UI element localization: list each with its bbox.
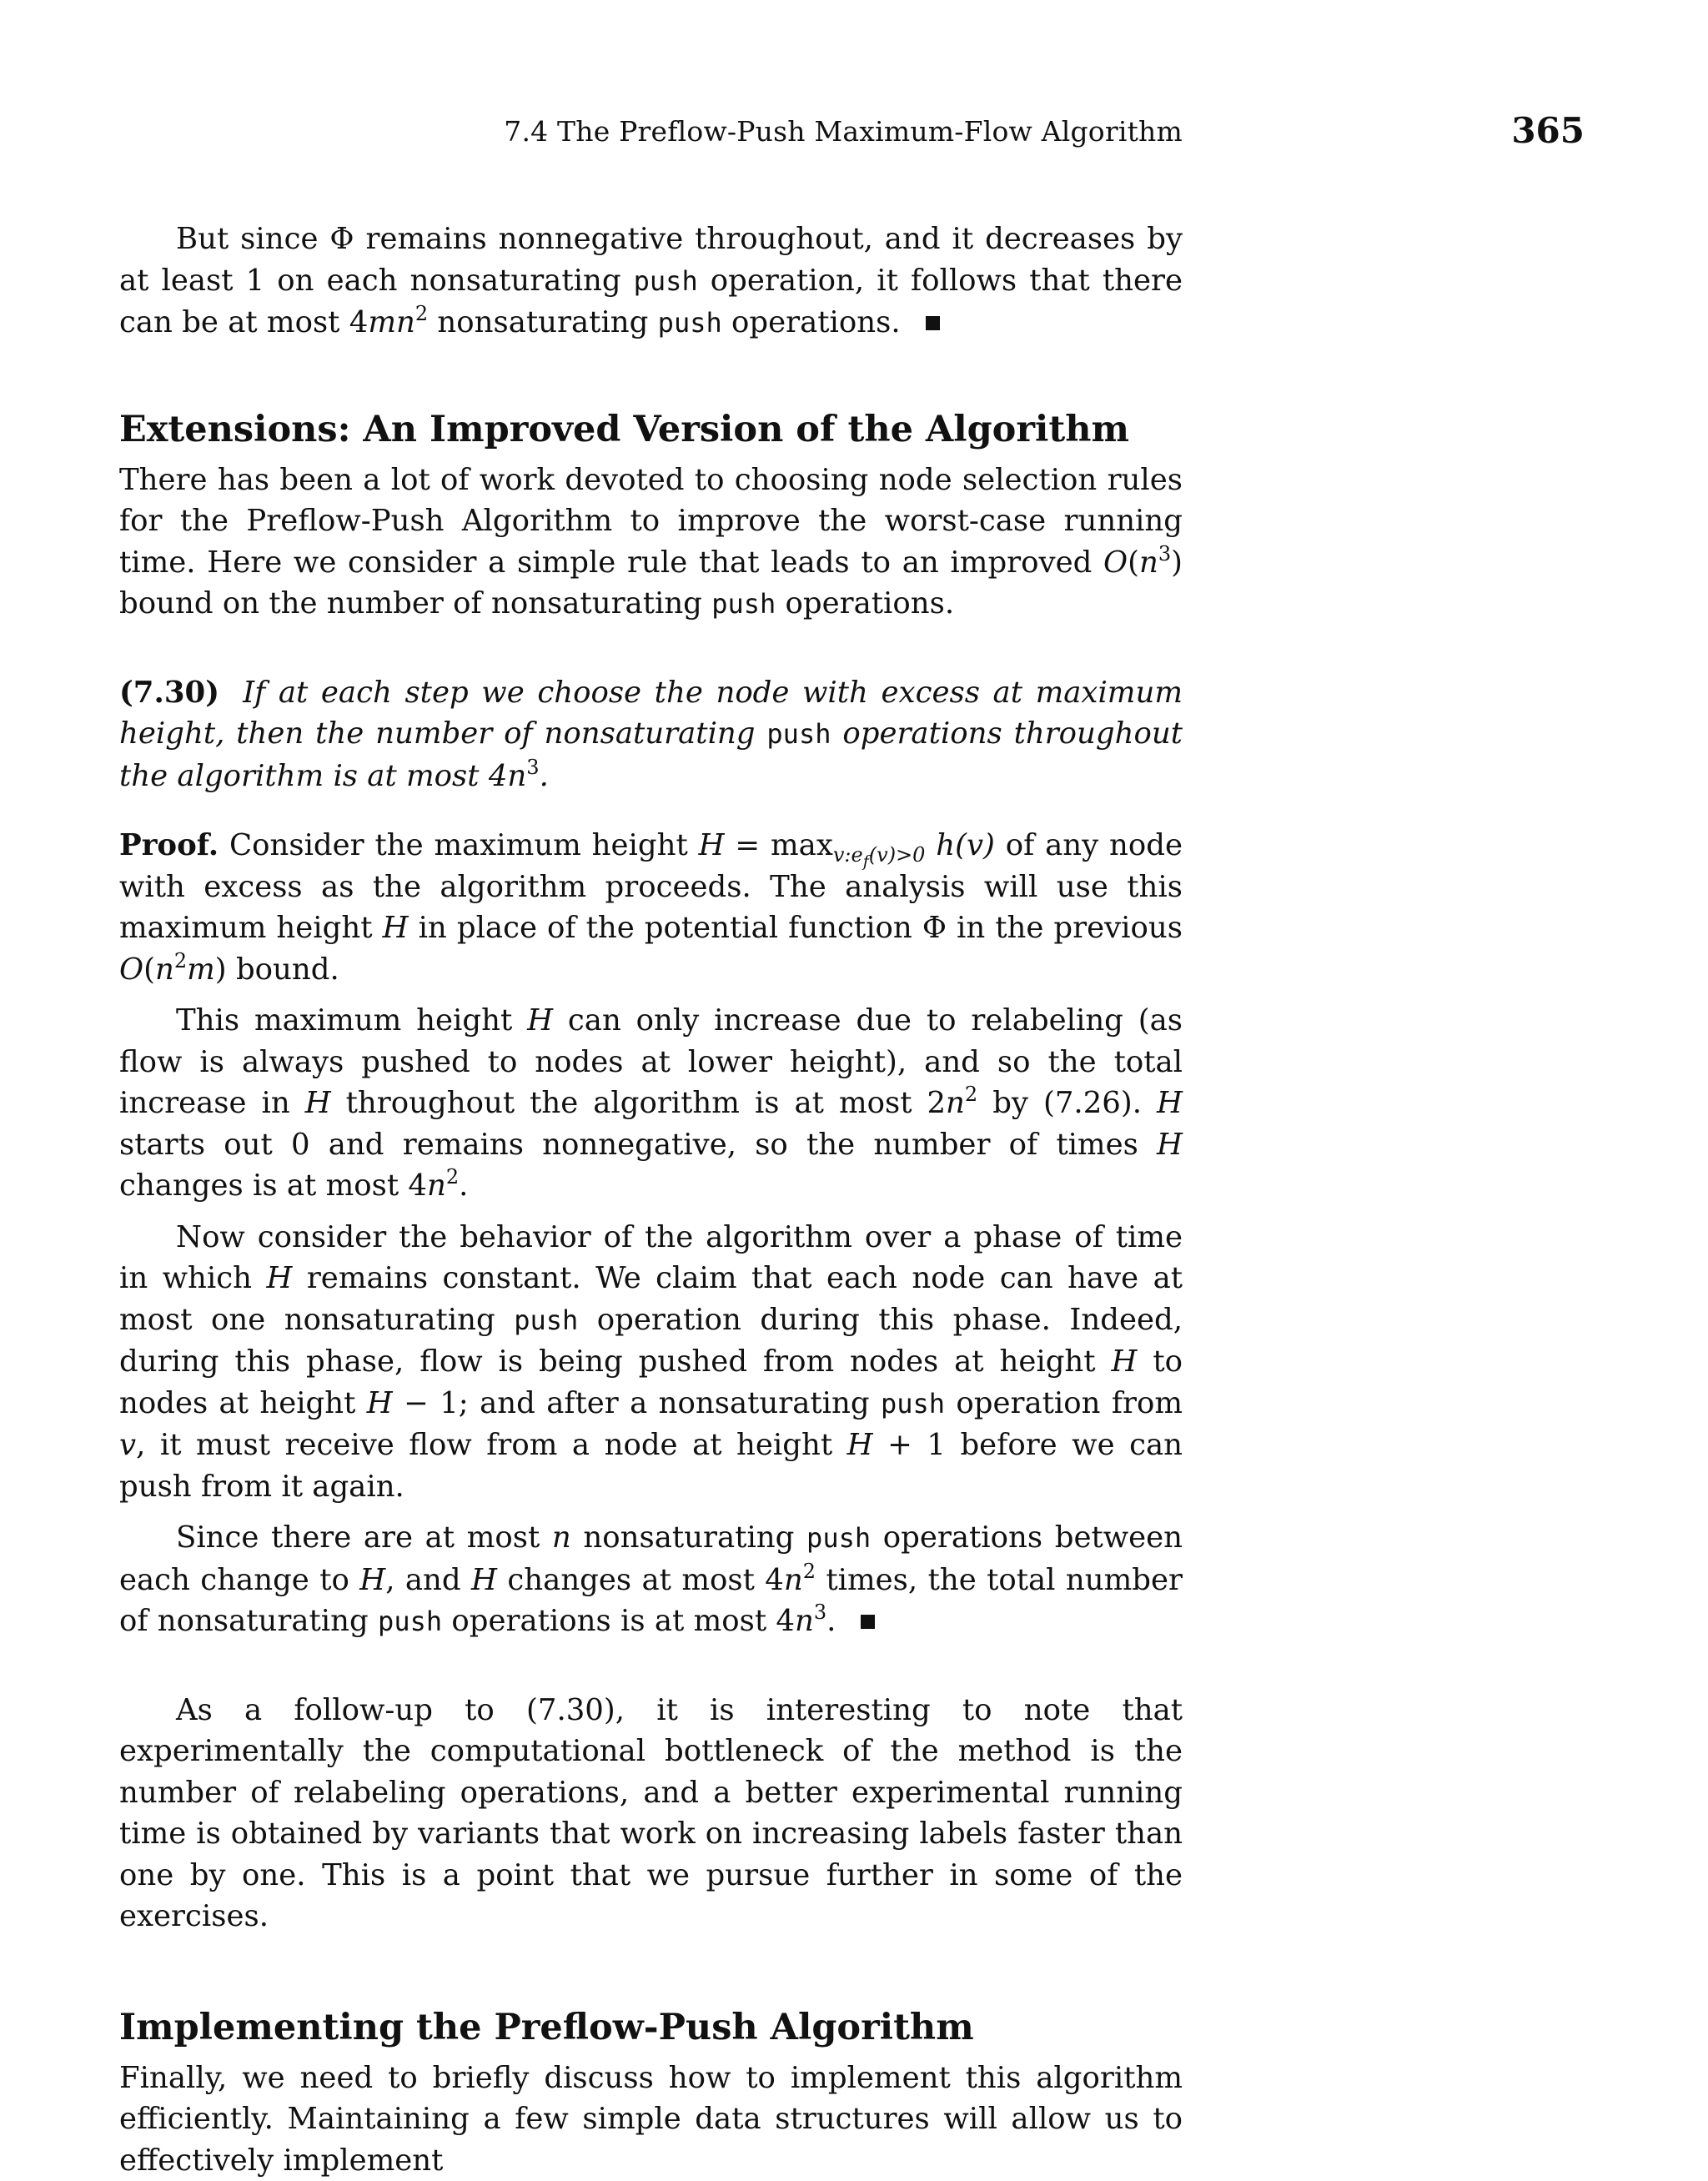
- theorem-number: (7.30): [119, 676, 219, 710]
- page-body: [119, 219, 1183, 2181]
- paragraph-proof-conclusion: But since Φ remains nonnegative throughout, and it decreases by at least 1 on each nonsaturating push operation, it follows that there can be at most $4mn^2$ nonsaturating push operations.: [119, 219, 1183, 344]
- proof-paragraph-1: Proof. Consider the maximum height $H = \max_{v:e_f(v)>0} h(v)$ of any node with excess as the algorithm proceeds. The analysis will use this maximum height H in place of the potential function Φ in the previous $O(n^2m)$ bound.: [119, 825, 1183, 990]
- paragraph-implementing: Finally, we need to briefly discuss how to implement this algorithm efficiently. Maintaining a few simple data structures will allow us to effectively implement: [119, 2058, 1183, 2181]
- proof-paragraph-3: Now consider the behavior of the algorithm over a phase of time in which H remains constant. We claim that each node can have at most one nonsaturating push operation during this phase. Indeed, during this phase, flow is being pushed from nodes at height H to nodes at height H − 1; and after a nonsaturating push operation from v, it must receive flow from a node at height H + 1 before we can push from it again.: [119, 1217, 1183, 1508]
- qed-mark: [861, 1615, 875, 1629]
- running-head: 7.4 The Preflow-Push Maximum-Flow Algorithm: [0, 115, 1183, 148]
- page-number: 365: [1501, 110, 1585, 151]
- section-heading-extensions: Extensions: An Improved Version of the Algorithm: [119, 406, 1183, 453]
- proof-paragraph-2: This maximum height H can only increase due to relabeling (as flow is always pushed to nodes at lower height), and so the total increase in H throughout the algorithm is at most $2n^2$ by (7.26). H starts out 0 and remains nonnegative, so the number of times H changes is at most $4n^2$.: [119, 1000, 1183, 1207]
- paragraph-followup: As a follow-up to (7.30), it is interesting to note that experimentally the computational bottleneck of the method is the number of relabeling operations, and a better experimental running time is obtained by variants that work on increasing labels faster than one by one. This is a point that we pursue further in some of the exercises.: [119, 1690, 1183, 1937]
- theorem-7-30: (7.30) If at each step we choose the node with excess at maximum height, then the number of nonsaturating push operations throughout the algorithm is at most $4n^3$.: [119, 672, 1183, 797]
- section-heading-implementing: Implementing the Preflow-Push Algorithm: [119, 2004, 1183, 2051]
- paragraph-extensions: There has been a lot of work devoted to choosing node selection rules for the Preflow-Push Algorithm to improve the worst-case running time. Here we consider a simple rule that leads to an improved $O(n^3)$ bound on the number of nonsaturating push operations.: [119, 460, 1183, 626]
- proof-label: Proof.: [119, 828, 219, 862]
- qed-mark: [926, 316, 940, 330]
- proof-paragraph-4: Since there are at most n nonsaturating push operations between each change to H, and H changes at most $4n^2$ times, the total number of nonsaturating push operations is at most $4n^3$.: [119, 1517, 1183, 1643]
